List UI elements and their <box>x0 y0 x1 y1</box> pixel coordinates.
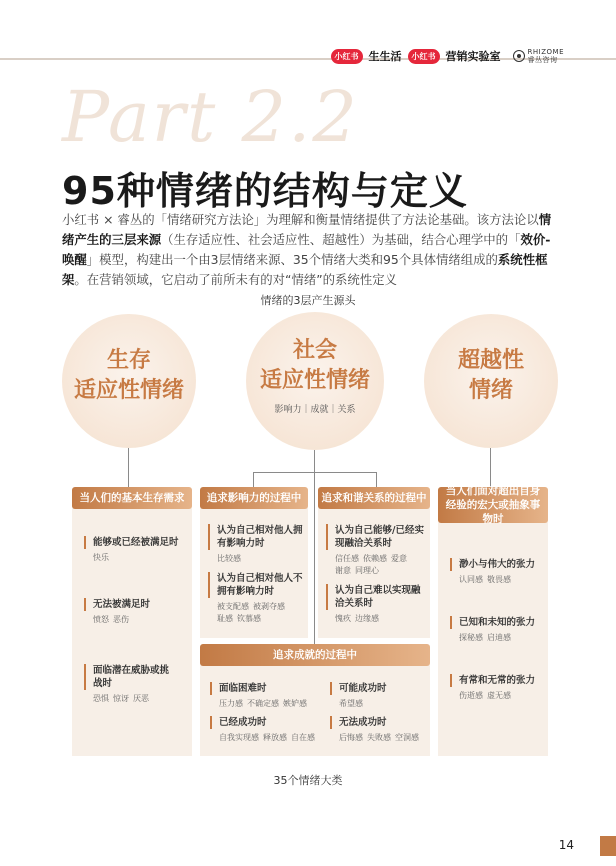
emotion-tag: 比较感 <box>217 554 241 563</box>
list-item <box>210 682 322 710</box>
connector-line-center <box>314 450 315 646</box>
source-circle-social <box>246 312 384 450</box>
list-item <box>210 716 322 744</box>
connector-line-branch-right <box>376 472 377 488</box>
list-item <box>450 674 546 702</box>
connector-line-branch-left <box>253 472 254 488</box>
intro-seg1: 小红书 × 睿丛的「情绪研究方法论」为理解和衡量情绪提供了方法论基础。该方法论以 <box>62 212 539 227</box>
header-achievement: 追求成就的过程中 <box>200 644 430 666</box>
intro-seg3: （生存适应性、社会适应性、超越性）为基础，结合心理学中的「 <box>161 232 521 247</box>
item-title: 渺小与伟大的张力 <box>450 558 546 571</box>
emotion-tag: 不确定感 <box>247 699 279 708</box>
emotion-tag: 被支配感 <box>217 602 249 611</box>
intro-seg5: 」模型，构建出一个由3层情绪来源、35个情绪大类和95个具体情绪组成的 <box>86 252 498 267</box>
emotion-tag: 空洞感 <box>395 733 419 742</box>
item-title: 认为自己难以实现融洽关系时 <box>326 584 426 610</box>
circle-survival-line2: 适应性情绪 <box>73 378 184 403</box>
emotion-tag: 伤逝感 <box>459 691 483 700</box>
intro-paragraph <box>62 210 562 290</box>
circle-social-sub: 影响力｜成就｜关系 <box>274 405 356 415</box>
item-title: 能够或已经被满足时 <box>84 536 188 549</box>
emotion-tag: 虚无感 <box>487 691 511 700</box>
emotion-tag: 嫉妒感 <box>283 699 307 708</box>
emotion-tag: 后悔感 <box>339 733 363 742</box>
list-item <box>330 716 426 744</box>
connector-line-branch <box>253 472 377 473</box>
emotion-tag: 敬畏感 <box>487 575 511 584</box>
list-item <box>84 536 188 564</box>
page-number: 14 <box>558 838 574 852</box>
circle-social-line1: 社会 <box>292 338 337 363</box>
connector-line-right <box>490 448 491 488</box>
xhs-life-logo-text: 生生活 <box>368 50 402 63</box>
item-title: 认为自己相对他人不拥有影响力时 <box>208 572 304 598</box>
sources-title: 情绪的3层产生源头 <box>260 294 356 307</box>
intro-seg7: 。在营销领域，它启动了前所未有的对“情绪”的系统性定义 <box>74 272 397 287</box>
emotion-tag: 边缘感 <box>355 614 379 623</box>
rhizome-name: RHIZOME <box>527 48 564 56</box>
emotion-tag: 钦慕感 <box>237 614 261 623</box>
emotion-tag: 自我实现感 <box>219 733 259 742</box>
emotion-tag: 自在感 <box>291 733 315 742</box>
circle-survival-line1: 生存 <box>106 348 151 373</box>
header-transcendent: 当人们面对超出自身经验的宏大或抽象事物时 <box>438 487 548 523</box>
emotion-tag: 恶伤 <box>113 615 129 624</box>
source-circle-survival <box>62 314 196 448</box>
emotion-tag: 谢意 <box>335 566 351 575</box>
circle-social-line2: 适应性情绪 <box>259 368 370 393</box>
list-item <box>326 524 426 577</box>
list-item <box>208 572 304 625</box>
emotion-tag: 同理心 <box>355 566 379 575</box>
header-harmony: 追求和谐关系的过程中 <box>318 487 430 509</box>
emotion-tag: 愧疚 <box>335 614 351 623</box>
item-title: 已经成功时 <box>210 716 322 729</box>
item-title: 面临困难时 <box>210 682 322 695</box>
emotion-tag: 恐惧 <box>93 694 109 703</box>
item-title: 认为自己能够/已经实现融洽关系时 <box>326 524 426 550</box>
emotion-tag: 依赖感 <box>363 554 387 563</box>
item-title: 无法成功时 <box>330 716 426 729</box>
emotion-tag: 耻感 <box>217 614 233 623</box>
categories-caption: 35个情绪大类 <box>273 774 343 787</box>
emotion-tag: 探秘感 <box>459 633 483 642</box>
emotion-tag: 启迪感 <box>487 633 511 642</box>
list-item <box>450 616 546 644</box>
list-item <box>450 558 546 586</box>
emotion-tag: 被剥夺感 <box>253 602 285 611</box>
item-title: 面临潜在威胁或挑战时 <box>84 664 176 690</box>
intro-seg2: 情绪产生的三层来源 <box>62 212 552 247</box>
circle-transcendent-line2: 情绪 <box>468 378 513 403</box>
page-tab-marker <box>600 836 616 856</box>
page-title: 95种情绪的结构与定义 <box>62 169 468 213</box>
marketing-lab-logo-text: 营销实验室 <box>445 50 501 63</box>
item-title: 认为自己相对他人拥有影响力时 <box>208 524 304 550</box>
list-item <box>326 584 426 625</box>
emotion-tag: 爱意 <box>391 554 407 563</box>
emotion-tag: 失败感 <box>367 733 391 742</box>
intro-seg4: 效价-唤醒 <box>62 232 551 267</box>
emotion-tag: 认同感 <box>459 575 483 584</box>
item-title: 无法被满足时 <box>84 598 188 611</box>
part-label: Part 2.2 <box>62 76 359 158</box>
source-circle-transcendent <box>424 314 558 448</box>
list-item <box>330 682 426 710</box>
intro-seg6: 系统性框架 <box>62 252 548 287</box>
item-title: 可能成功时 <box>330 682 426 695</box>
emotion-tag: 厌恶 <box>133 694 149 703</box>
list-item <box>84 664 176 705</box>
xhs-logo-badge: 小红书 <box>331 49 363 64</box>
list-item <box>208 524 304 565</box>
item-title: 有常和无常的张力 <box>450 674 546 687</box>
emotion-tag: 释放感 <box>263 733 287 742</box>
rhizome-logo <box>513 48 564 64</box>
xhs-logo-badge-2: 小红书 <box>408 49 440 64</box>
rhizome-mark-icon <box>513 50 525 62</box>
partner-logos <box>331 48 564 64</box>
emotion-tag: 希望感 <box>339 699 363 708</box>
emotion-tag: 愤怒 <box>93 615 109 624</box>
rhizome-sub: 睿丛咨询 <box>527 56 558 64</box>
list-item <box>84 598 188 626</box>
emotion-tag: 信任感 <box>335 554 359 563</box>
header-survival: 当人们的基本生存需求 <box>72 487 192 509</box>
emotion-tag: 快乐 <box>93 553 109 562</box>
connector-line-left <box>128 448 129 488</box>
item-title: 已知和未知的张力 <box>450 616 546 629</box>
header-influence: 追求影响力的过程中 <box>200 487 308 509</box>
emotion-tag: 惊讶 <box>113 694 129 703</box>
circle-transcendent-line1: 超越性 <box>457 348 524 373</box>
emotion-tag: 压力感 <box>219 699 243 708</box>
